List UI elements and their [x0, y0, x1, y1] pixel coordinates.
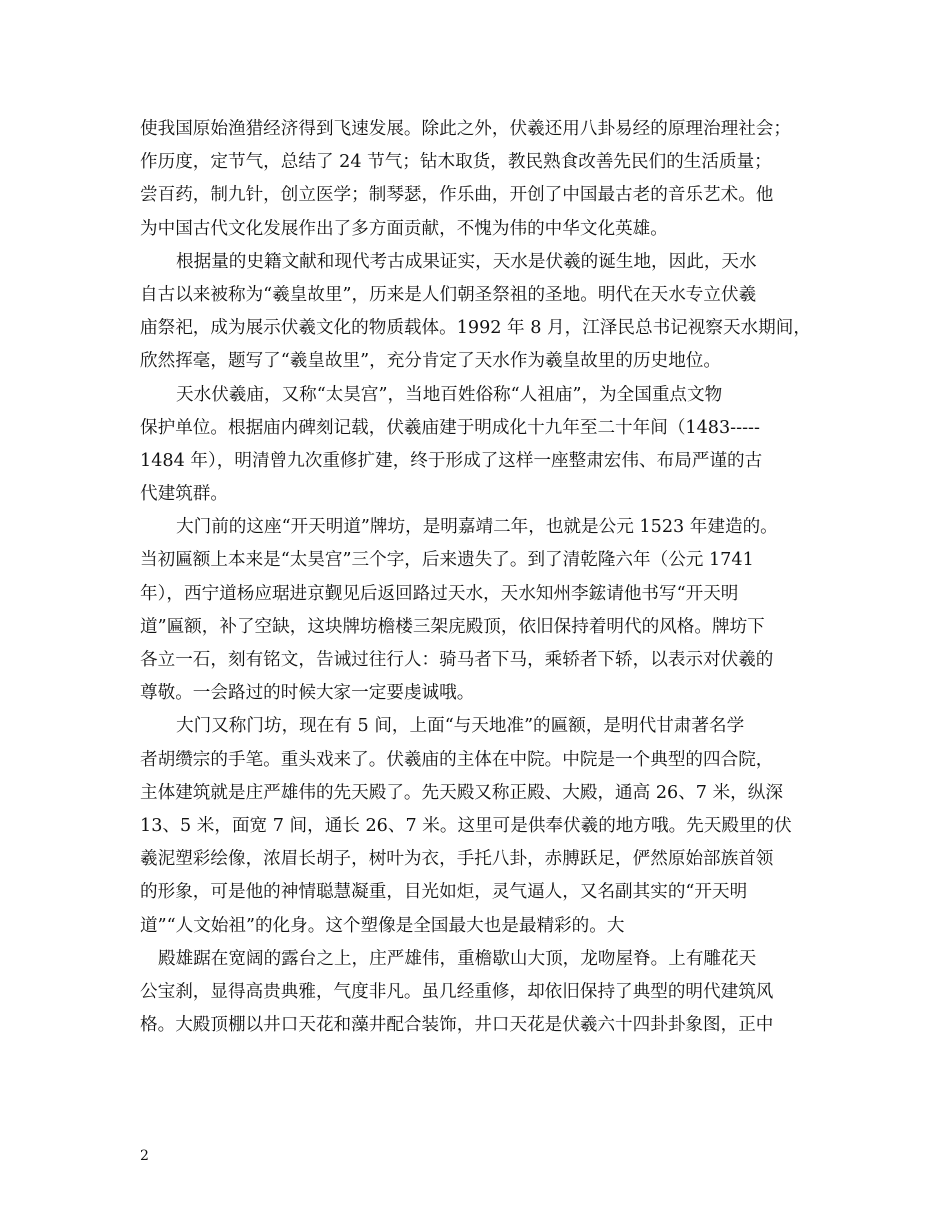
text-line: 1484 年），明清曾九次重修扩建，终于形成了这样一座整肃宏伟、布局严谨的古 — [140, 450, 763, 471]
text-line: 道”“人文始祖”的化身。这个塑像是全国最大也是最精彩的。大 — [140, 915, 625, 936]
text-line: 者胡缵宗的手笔。重头戏来了。伏羲庙的主体在中院。中院是一个典型的四合院， — [140, 749, 774, 770]
text-line: 庙祭祀，成为展示伏羲文化的物质载体。1992 年 8 月，江泽民总书记视察天水期间， — [140, 318, 811, 339]
text-line: 尊敬。一会路过的时候大家一定要虔诚哦。 — [140, 683, 475, 704]
text-line: 根据量的史籍文献和现代考古成果证实，天水是伏羲的诞生地，因此，天水 — [176, 251, 757, 272]
text-line: 欣然挥毫，题写了“羲皇故里”，充分肯定了天水作为羲皇故里的历史地位。 — [140, 351, 721, 372]
text-line: 自古以来被称为“羲皇故里”，历来是人们朝圣祭祖的圣地。明代在天水专立伏羲 — [140, 284, 757, 305]
text-line: 的形象，可是他的神情聪慧凝重，目光如炬，灵气逼人，又名副其实的“开天明 — [140, 882, 748, 903]
text-line: 道”匾额，补了空缺，这块牌坊檐楼三架庑殿顶，依旧保持着明代的风格。牌坊下 — [140, 616, 765, 637]
text-line: 羲泥塑彩绘像，浓眉长胡子，树叶为衣，手托八卦，赤膊跃足，俨然原始部族首领 — [140, 849, 774, 870]
text-line: 代建筑群。 — [140, 484, 228, 505]
text-line: 大门又称门坊，现在有 5 间，上面“与天地准”的匾额，是明代甘肃著名学 — [176, 716, 745, 737]
text-line: 13、5 米，面宽 7 间，通长 26、7 米。这里可是供奉伏羲的地方哦。先天殿里的伏 — [140, 815, 792, 836]
text-line: 作历度，定节气，总结了 24 节气；钻木取货，教民熟食改善先民们的生活质量； — [140, 152, 772, 173]
text-line: 当初匾额上本来是“太昊宫”三个字，后来遗失了。到了清乾隆六年（公元 1741 — [140, 550, 754, 571]
text-line: 公宝刹，显得高贵典雅，气度非凡。虽几经重修，却依旧保持了典型的明代建筑风 — [140, 981, 774, 1002]
page-number: 2 — [140, 1148, 149, 1164]
text-line: 尝百药，制九针，创立医学；制琴瑟，作乐曲，开创了中国最古老的音乐艺术。他 — [140, 185, 774, 206]
text-line: 主体建筑就是庄严雄伟的先天殿了。先天殿又称正殿、大殿，通高 26、7 米，纵深 — [140, 782, 783, 803]
document-body — [140, 113, 812, 1042]
text-line: 格。大殿顶棚以井口天花和藻井配合装饰，井口天花是伏羲六十四卦卦象图，正中 — [140, 1015, 774, 1036]
text-line: 殿雄踞在宽阔的露台之上，庄严雄伟，重檐歇山大顶，龙吻屋脊。上有雕花天 — [158, 948, 757, 969]
text-line: 为中国古代文化发展作出了多方面贡献，不愧为伟的中华文化英雄。 — [140, 218, 668, 239]
text-line: 保护单位。根据庙内碑刻记载，伏羲庙建于明成化十九年至二十年间（1483----- — [140, 417, 760, 438]
text-line: 年），西宁道杨应琚进京觐见后返回路过天水，天水知州李鋐请他书写“开天明 — [140, 583, 739, 604]
text-line: 天水伏羲庙，又称“太昊宫”，当地百姓俗称“人祖庙”，为全国重点文物 — [176, 384, 723, 405]
text-line: 各立一石，刻有铭文，告诫过往行人：骑马者下马，乘轿者下轿，以表示对伏羲的 — [140, 650, 774, 670]
text-line: 大门前的这座“开天明道”牌坊，是明嘉靖二年，也就是公元 1523 年建造的。 — [176, 517, 778, 538]
text-line: 使我国原始渔猎经济得到飞速发展。除此之外，伏羲还用八卦易经的原理治理社会； — [140, 119, 791, 139]
